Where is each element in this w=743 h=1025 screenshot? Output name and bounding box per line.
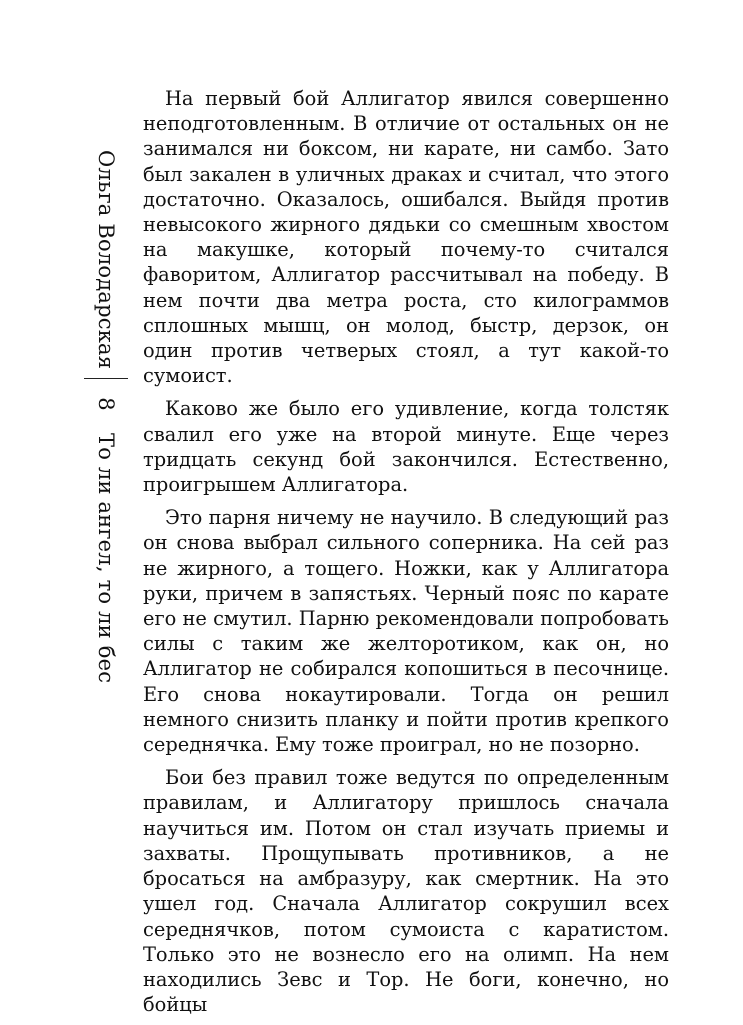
author-name: Ольга Володарская (94, 150, 118, 370)
running-header (71, 150, 141, 710)
book-title: То ли ангел, то ли бес (94, 433, 118, 684)
header-divider (84, 378, 128, 379)
paragraph-3: Это парня ничему не научило. В следующий раз он снова выбрал сильного соперника. На сей раз не жирного, а тощего. Ножки, как у Аллигатора руки, причем в запястьях. Черный пояс по карате его не смутил. Парню рекомендовали попробовать силы с таким же желторотиком, как он, но Аллигатор не собирался копошиться в песочнице. Его снова нокаутировали. Тогда он решил немного снизить планку и пойти против крепкого середнячка. Ему тоже проиграл, но не позорно. (143, 506, 669, 757)
running-header-line (86, 150, 126, 710)
paragraph-2: Каково же было его удивление, когда толстяк свалил его уже на второй минуте. Еще через тридцать секунд бой закончился. Естественно, проигрышем Аллигатора. (143, 397, 669, 497)
page-number: 8 (94, 397, 118, 411)
body-text (143, 86, 669, 1025)
paragraph-4: Бои без правил тоже ведутся по определенным правилам, и Аллигатору пришлось сначала научиться им. Потом он стал изучать приемы и захваты. Прощупывать противников, а не бросаться на амбразуру, как смертник. На это ушел год. Сначала Аллигатор сокрушил всех середнячков, потом сумоиста с каратистом. Только это не вознесло его на олимп. На нем находились Зевс и Тор. Не боги, конечно, но бойцы (143, 766, 669, 1017)
paragraph-1: На первый бой Аллигатор явился совершенно неподготовленным. В отличие от остальных он не занимался ни боксом, ни карате, ни самбо. Зато был закален в уличных драках и считал, что этого достаточно. Оказалось, ошибался. Выйдя против невысокого жирного дядьки со смешным хвостом на макушке, который почему-то считался фаворитом, Аллигатор рассчитывал на победу. В нем почти два метра роста, сто килограммов сплошных мышц, он молод, быстр, дерзок, он один против четверых стоял, а тут какой-то сумоист. (143, 87, 669, 388)
